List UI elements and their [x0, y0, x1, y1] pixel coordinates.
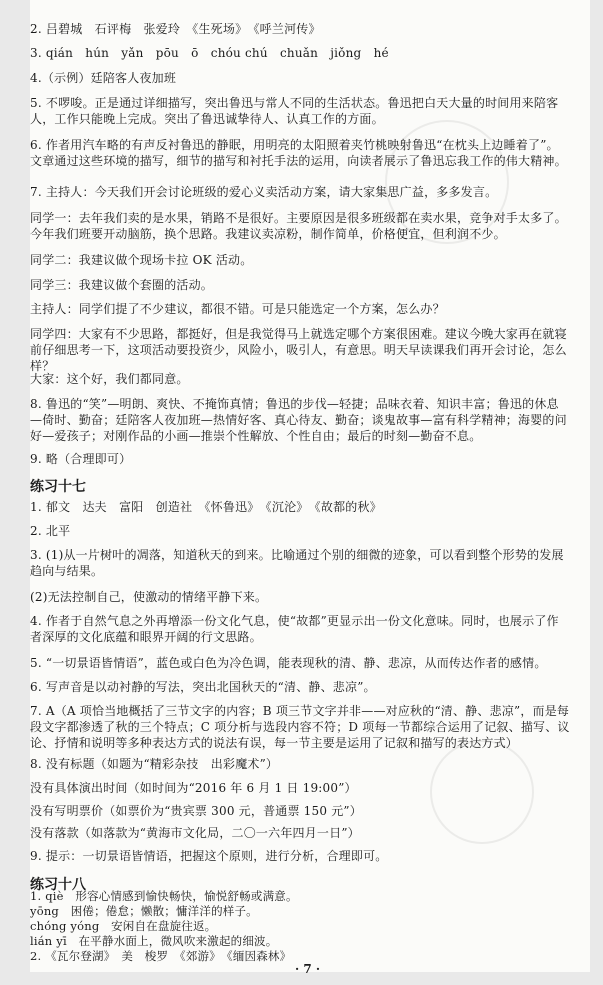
text-line: 同学三：我建议做个套圈的活动。	[30, 278, 214, 292]
text-line: lián yī 在平静水面上，微风吹来激起的细波。	[30, 934, 278, 948]
text-line: 1. qiè 形容心情感到愉快畅快，愉悦舒畅或满意。	[30, 889, 298, 903]
text-line: yōng 困倦；倦怠；懒散；慵洋洋的样子。	[30, 904, 258, 918]
section-heading: 练习十七	[30, 479, 86, 495]
document-page	[30, 0, 590, 976]
text-line: 8. 鲁迅的“笑”—明朗、爽快、不掩饰真情；鲁迅的步伐—轻捷；品味衣着、知识丰富；鲁迅的休息—倚时、勤奋；廷陪客人夜加班—热情好客、真心待友、勤奋；谈鬼故事—富有科学精神；海婴的问好—爱孩子；对刚作品的小画—推崇个性解放、个性自由；最后的时刻—勤奋不息。	[30, 397, 567, 443]
text-line: 6. 作者用汽车略的有声反衬鲁迅的静眠，用明亮的太阳照着夹竹桃映射鲁迅“在枕头上边睡着了”。文章通过这些环境的描写，细节的描写和衬托手法的运用，向读者展示了鲁迅忘我工作的伟大精神。	[30, 138, 567, 168]
text-line: (2)无法控制自己，使激动的情绪平静下来。	[30, 590, 268, 604]
text-line: 3. (1)从一片树叶的凋落，知道秋天的到来。比喻通过个别的细微的迹象，可以看到整个形势的发展趋向与结果。	[30, 548, 564, 578]
text-line: 大家：这个好，我们都同意。	[30, 372, 189, 386]
text-line: chóng yóng 安闲自在盘旋往返。	[30, 919, 217, 933]
text-line: 4.（示例）廷陪客人夜加班	[30, 71, 177, 85]
section-heading: 练习十八	[30, 877, 86, 893]
text-line: 同学一：去年我们卖的是水果，销路不是很好。主要原因是很多班级都在卖水果，竞争对手太多了。今年我们班要开动脑筋，换个思路。我建议卖凉粉，制作简单，价格便宜，但利润不少。	[30, 211, 567, 241]
text-line: 没有落款（如落款为“黄海市文化局，二〇一六年四月一日”）	[30, 826, 360, 840]
text-line: 5. 不啰唆。正是通过详细描写，突出鲁迅与常人不同的生活状态。鲁迅把白天大量的时间用来陪客人，工作只能晚上完成。突出了鲁迅诚挚待人、认真工作的方面。	[30, 96, 559, 126]
text-line: 2. 《瓦尔登湖》 美 梭罗 《郊游》 《缅因森林》	[30, 949, 292, 963]
text-line: 7. 主持人：今天我们开会讨论班级的爱心义卖活动方案，请大家集思广益，多多发言。	[30, 185, 498, 199]
text-line: 同学四：大家有不少思路，都挺好，但是我觉得马上就选定哪个方案很困难。建议今晚大家再在就寝前仔细思考一下，这项活动要投资少，风险小，吸引人，有意思。明天早读课我们再开会讨论，怎么样？	[30, 327, 567, 373]
text-line: 3. qián hún yǎn pōu ō chóu chú chuǎn jiǒng hé	[30, 46, 389, 60]
text-line: 没有具体演出时间（如时间为“2016 年 6 月 1 日 19:00”）	[30, 781, 357, 795]
text-line: 6. 写声音是以动衬静的写法，突出北国秋天的“清、静、悲凉”。	[30, 680, 376, 694]
text-line: 没有写明票价（如票价为“贵宾票 300 元，普通票 150 元”）	[30, 804, 362, 818]
text-line: 2. 吕碧城 石评梅 张爱玲 《生死场》 《呼兰河传》	[30, 22, 321, 36]
text-line: 9. 略（合理即可）	[30, 452, 132, 466]
text-line: 4. 作者于自然气息之外再增添一份文化气息，使“故都”更显示出一份文化意味。同时，也展示了作者深厚的文化底蕴和眼界开阔的行文思路。	[30, 614, 559, 644]
text-line: 主持人：同学们提了不少建议，都很不错。可是只能选定一个方案，怎么办？	[30, 302, 445, 316]
text-line: 7. A（A 项恰当地概括了三节文字的内容；B 项三节文字并非——对应秋的“清、静、悲凉”，而是每段文字都渗透了秋的三个特点；C 项分析与选段内容不符；D 项每一节都综合运用了记叙、描写、议论、抒情和说明等多种表达方式的说法有误，每一节主要是运用了记叙和描写的表达方式）	[30, 704, 570, 750]
page-number: · 7 ·	[295, 962, 321, 976]
text-line: 9. 提示：一切景语皆情语，把握这个原则，进行分析，合理即可。	[30, 849, 388, 863]
text-line: 8. 没有标题（如题为“精彩杂技 出彩魔术”）	[30, 757, 279, 771]
text-line: 同学二：我建议做个现场卡拉 OK 活动。	[30, 253, 253, 267]
text-line: 2. 北平	[30, 524, 71, 538]
text-line: 1. 郁文 达夫 富阳 创造社 《怀鲁迅》 《沉沦》 《故都的秋》	[30, 500, 382, 514]
text-line: 5. “一切景语皆情语”，蓝色或白色为冷色调，能表现秋的清、静、悲凉，从而传达作者的感情。	[30, 656, 547, 670]
watermark-stamp	[430, 740, 534, 844]
